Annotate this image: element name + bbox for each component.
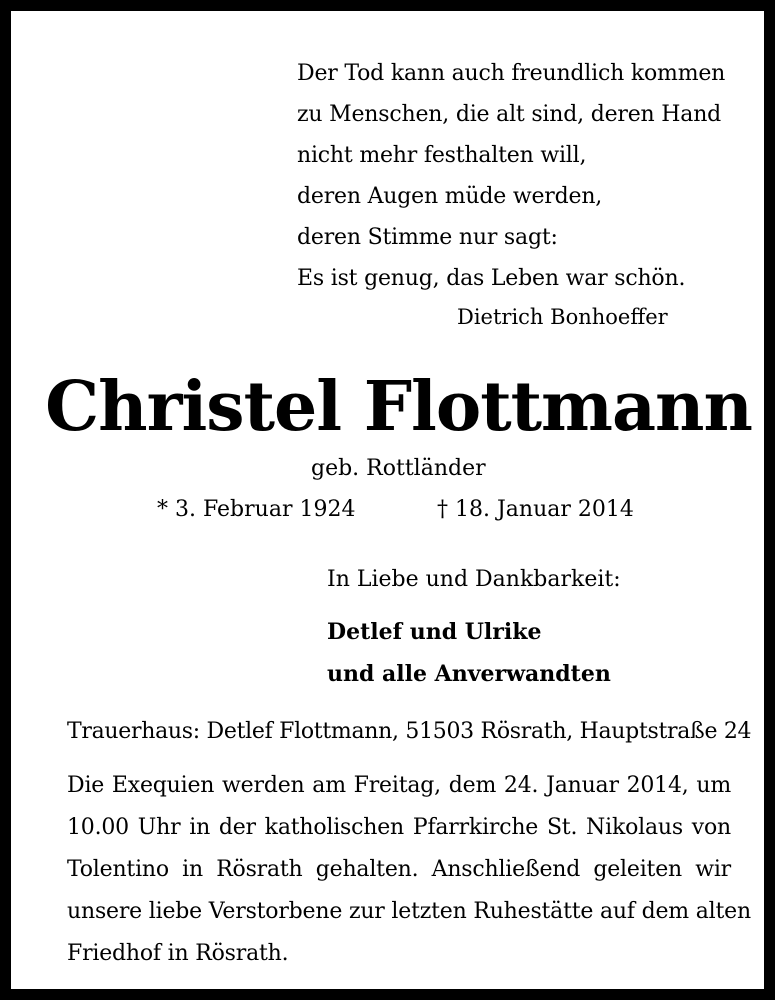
mourner-line: und alle Anverwandten bbox=[327, 661, 611, 687]
service-line: Tolentino in Rösrath gehalten. Anschließend geleiten wir bbox=[67, 857, 731, 882]
mourners-list bbox=[327, 611, 611, 695]
poem-line: zu Menschen, die alt sind, deren Hand bbox=[297, 102, 722, 127]
poem-line: deren Stimme nur sagt: bbox=[297, 225, 558, 250]
birth-date: * 3. Februar 1924 bbox=[157, 497, 356, 522]
service-line: 10.00 Uhr in der katholischen Pfarrkirche St. Nikolaus von bbox=[67, 815, 731, 840]
mourner-line: Detlef und Ulrike bbox=[327, 619, 542, 645]
poem-author: Dietrich Bonhoeffer bbox=[457, 305, 668, 329]
maiden-name: geb. Rottländer bbox=[311, 456, 486, 481]
service-line: Die Exequien werden am Freitag, dem 24. Januar 2014, um bbox=[67, 773, 731, 798]
deceased-name: Christel Flottmann bbox=[45, 367, 752, 447]
death-date: † 18. Januar 2014 bbox=[437, 497, 634, 522]
service-line: Friedhof in Rösrath. bbox=[67, 941, 289, 966]
poem bbox=[297, 53, 747, 299]
gratitude-line: In Liebe und Dankbarkeit: bbox=[327, 567, 621, 592]
service-line: unsere liebe Verstorbene zur letzten Ruhestätte auf dem alten bbox=[67, 899, 751, 924]
poem-line: Der Tod kann auch freundlich kommen bbox=[297, 61, 726, 86]
poem-line: deren Augen müde werden, bbox=[297, 184, 603, 209]
funeral-service-text bbox=[67, 765, 751, 975]
poem-line: Es ist genug, das Leben war schön. bbox=[297, 266, 686, 291]
poem-line: nicht mehr festhalten will, bbox=[297, 143, 587, 168]
mourning-house-address: Trauerhaus: Detlef Flottmann, 51503 Rösrath, Hauptstraße 24 bbox=[67, 719, 752, 744]
